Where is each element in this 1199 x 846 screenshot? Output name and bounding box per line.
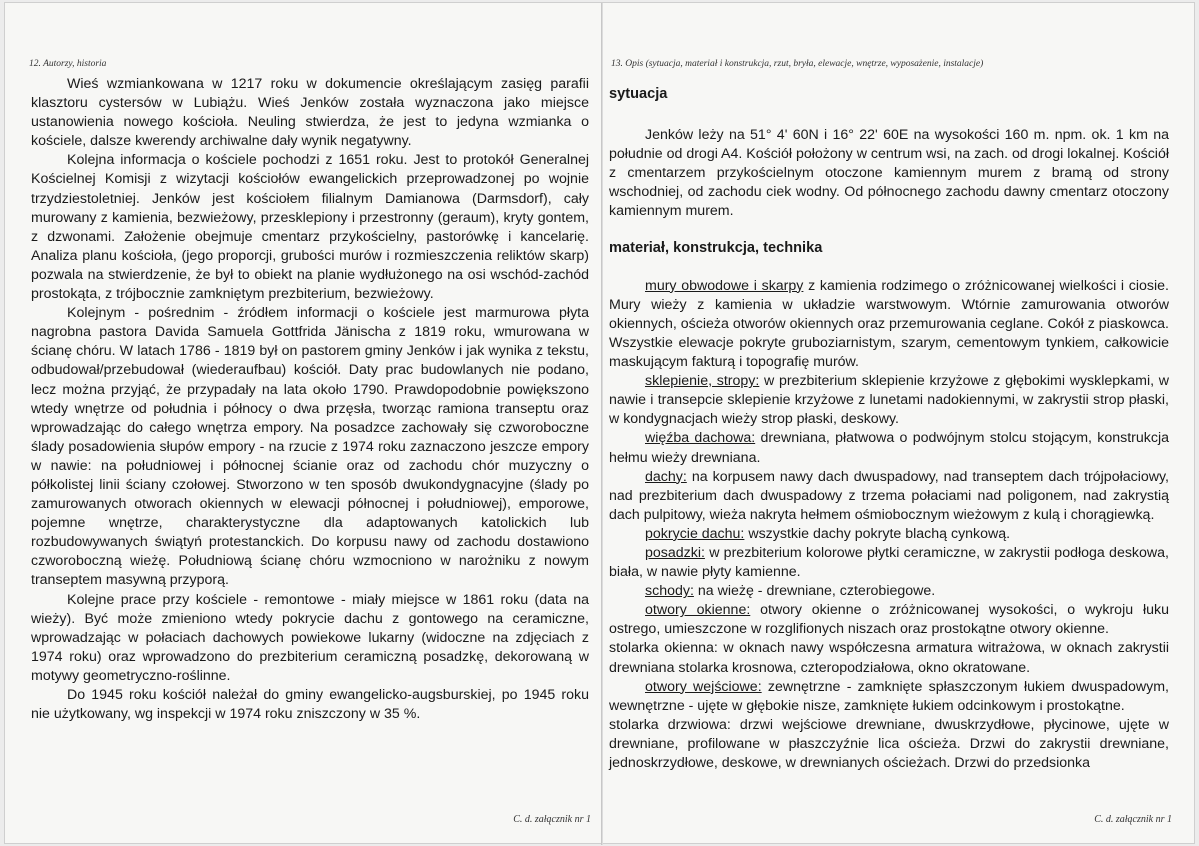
item-text: na wieżę - drewniane, czterobiegowe.: [693, 583, 936, 600]
list-item: [609, 716, 1169, 773]
paragraph: Kolejna informacja o kościele pochodzi z 1651 roku. Jest to protokół Generalnej Kościelnej Komisji z wizytacji kościołów ewangelickich przeprowadzonej po wojnie trzydziestoletniej. Jenków jest kościołem filialnym Damianowa (Darmsdorf), cały murowany z kamienia, bezwieżowy, przesklepiony i przestronny (geraum), kryty gontem, z dzwonami. Założenie obejmuje cmentarz przykościelny, pastorówkę i kancelarię. Analiza planu kościoła, (jego proporcji, grubości murów i rozmieszczenia reliktów skarp) pozwala na stwierdzenie, że był to obiekt na planie wydłużonego na osi wschód-zachód prostokąta, z trójbocznie zamkniętym prezbiterium, bezwieżowy.: [31, 152, 589, 303]
list-item: [609, 544, 1169, 582]
list-item: [609, 429, 1169, 467]
left-page: [5, 3, 601, 843]
list-item: [609, 601, 1169, 639]
item-text: w prezbiterium kolorowe płytki ceramiczne, w zakrystii podłoga deskowa, biała, w nawie płyty kamienne.: [609, 544, 1169, 581]
material-items: [609, 277, 1169, 773]
right-page-header: 13. Opis (sytuacja, materiał i konstrukcja, rzut, bryła, elewacje, wnętrze, wyposażenie, instalacje): [611, 59, 984, 69]
list-item: [609, 678, 1169, 716]
section-title-sytuacja: sytuacja: [609, 86, 668, 102]
paragraph: Wieś wzmiankowana w 1217 roku w dokumencie określającym zasięg parafii klasztoru cystersów w Lubiążu. Wieś Jenków została wyznaczona jako miejsce ustanowienia nowego kościoła. Neuling stwierdza, że jest to jedyna wzmianka o kościele, dalsze kwerendy archiwalne dały wynik negatywny.: [31, 76, 589, 150]
right-page-footer: C. d. załącznik nr 1: [1094, 814, 1172, 825]
item-text: stolarka drzwiowa: drzwi wejściowe drewniane, dwuskrzydłowe, płycinowe, ujęte w drewniane, profilowane w płaszczyźnie lica ościeża. Drzwi do zakrystii drewniane, jednoskrzydłowe, deskowe, w drewnianych ościeżach. Drzwi do przedsionka: [609, 716, 1169, 771]
right-page-body: [609, 85, 1169, 773]
item-label: otwory wejściowe:: [645, 678, 762, 695]
section-title-material: materiał, konstrukcja, technika: [609, 239, 823, 256]
item-label: mury obwodowe i skarpy: [645, 277, 804, 294]
item-text: wszystkie dachy pokryte blachą cynkową.: [744, 525, 1011, 542]
list-item: [609, 639, 1169, 677]
item-label: dachy:: [645, 468, 687, 485]
item-text: drewniana, płatwowa o podwójnym stolcu stojącym, konstrukcja hełmu wieży drewniana.: [609, 430, 1169, 466]
paragraph: Kolejnym - pośrednim - źródłem informacji o kościele jest marmurowa płyta nagrobna pastora Davida Samuela Gottfrida Jänischa z 1819 roku, wmurowana w ścianę chóru. W latach 1786 - 1819 był on pastorem gminy Jenków i jak wynika z tekstu, odbudował/przebudował (wiederaufbau) kościół. Daty prac budowlanych nie podano, lecz można przyjąć, że przypadały na lata około 1790. Prawdopodobnie powiększono wtedy wnętrze od południa i północy o dwa przęsła, tworząc ramiona transeptu oraz wprowadzając do całego wnętrza empory. Na posadzce zachowały się czworoboczne ślady posadowienia słupów empory - na rzucie z 1974 roku zaznaczono jeszcze empory w nawie: na południowej i północnej ścianie oraz od zachodu chór muzyczny o półkolistej linii ściany czołowej. Stworzono w ten sposób dwukondygnacyjne (ślady po zamurowanych otworach okiennych w elewacji północnej i południowej), emporowe, pojemne wnętrze, charakterystyczne dla adaptowanych katolickich lub rozbudowywanych świątyń protestanckich. Do korpusu nawy od zachodu dostawiono czworoboczną wieżę. Południową ścianę chóru wzmocniono w narożniku z nowym transeptem masywną przyporą.: [31, 305, 589, 589]
item-label: otwory okienne:: [645, 602, 751, 619]
list-item: [609, 372, 1169, 429]
list-item: [609, 468, 1169, 525]
item-text: z kamienia rodzimego o zróżnicowanej wielkości i ciosie. Mury wieży z kamienia w układzie warstwowym. Wtórnie zamurowania otworów okiennych, ościeża otworów okiennych oraz przemurowania ceglane. Cokół z piaskowca. Wszystkie elewacje pokryte gruboziarnistym, szarym, cementowym tynkiem, całkowicie maskującym fakturą i topografię murów.: [609, 277, 1169, 371]
item-label: schody:: [645, 583, 694, 600]
list-item: [609, 277, 1169, 372]
list-item: [609, 582, 1169, 601]
item-text: na korpusem nawy dach dwuspadowy, nad transeptem dach trójpołaciowy, nad prezbiterium dach dwuspadowy z trzema połaciami nad poligonem, nad zakrystią dach pulpitowy, wieża nakryta hełmem ośmiobocznym wieżowym z kulą i chorągiewką.: [609, 468, 1169, 523]
left-page-header: 12. Autorzy, historia: [29, 59, 107, 69]
item-text: otwory okienne o zróżnicowanej wysokości, o wykroju łuku ostrego, umieszczone w rozglifionych niszach oraz prostokątne otwory okienne.: [609, 602, 1169, 638]
left-page-footer: C. d. załącznik nr 1: [513, 814, 591, 825]
section-text-sytuacja: Jenków leży na 51° 4' 60N i 16° 22' 60E na wysokości 160 m. npm. ok. 1 km na południe od drogi A4. Kościół położony w centrum wsi, na zach. od drogi lokalnej. Kościół z cmentarzem przykościelnym otoczone kamiennym murem z bramą od strony wschodniej, od zachodu ciek wodny. Od północnego zachodu dawny cmentarz otoczony kamiennym murem.: [609, 127, 1169, 220]
right-page: [603, 3, 1196, 843]
left-page-body: [31, 75, 589, 724]
item-label: posadzki:: [645, 544, 705, 561]
item-text: zewnętrzne - zamknięte spłaszczonym łukiem dwuspadowym, wewnętrzne - ujęte w głębokie nisze, zamknięte łukiem odcinkowym i prostokątne.: [609, 678, 1169, 714]
item-label: sklepienie, stropy:: [645, 373, 760, 390]
paragraph: Kolejne prace przy kościele - remontowe - miały miejsce w 1861 roku (data na wieży). Być może zmieniono wtedy pokrycie dachu z gontowego na ceramiczne, wprowadzając w połaciach dachowych powiekowe lukarny (widoczne na zdjęciach z 1974 roku) oraz wprowadzono do prezbiterium ceramiczną posadzkę, dekorowaną w motywy geometryczno-roślinne.: [31, 591, 589, 684]
item-label: pokrycie dachu:: [645, 525, 745, 542]
list-item: [609, 525, 1169, 544]
document-spread: [4, 2, 1195, 844]
item-text: w prezbiterium sklepienie krzyżowe z głębokimi wysklepkami, w nawie i transepcie sklepienie krzyżowe z lunetami nadokiennymi, w zakrystii strop płaski, w kondygnacjach wieży strop płaski, deskowy.: [609, 373, 1169, 428]
paragraph: Do 1945 roku kościół należał do gminy ewangelicko-augsburskiej, po 1945 roku nie użytkowany, wg inspekcji w 1974 roku zniszczony w 35 %.: [31, 687, 589, 723]
item-text: stolarka okienna: w oknach nawy współczesna armatura witrażowa, w oknach zakrystii drewniana stolarka krosnowa, czteropodziałowa, okno okratowane.: [609, 640, 1169, 676]
item-label: więźba dachowa:: [645, 430, 756, 447]
